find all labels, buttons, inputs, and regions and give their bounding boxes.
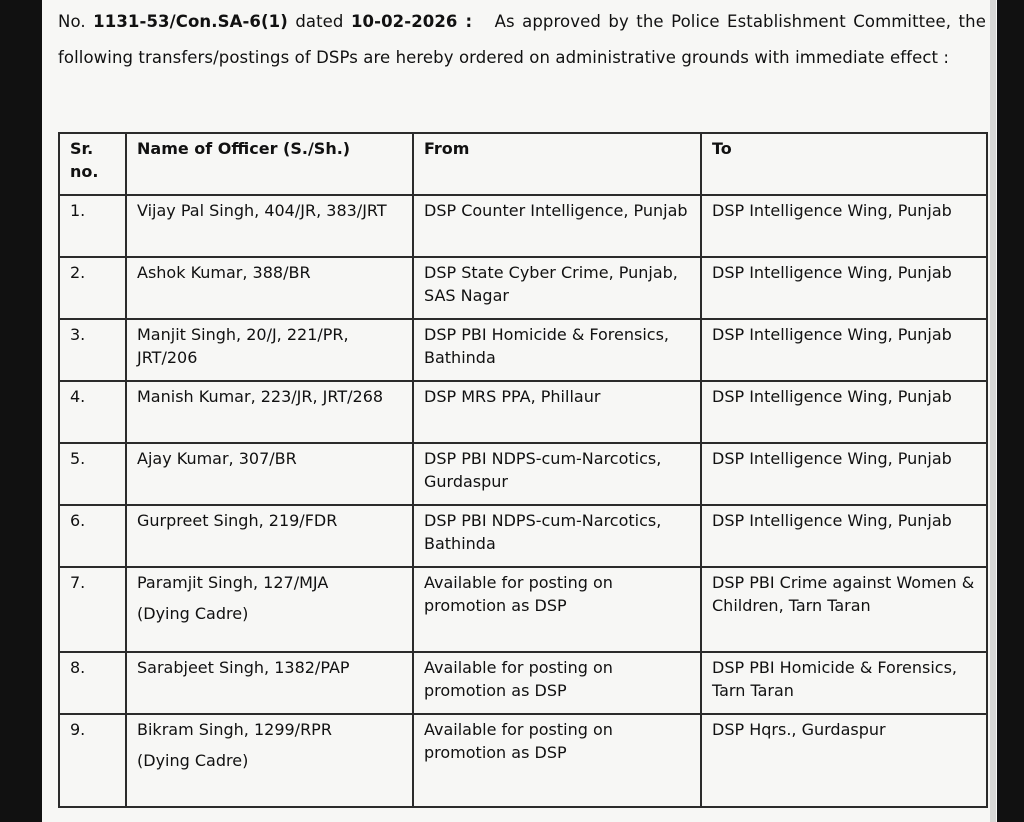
cell-name: Gurpreet Singh, 219/FDR [126, 505, 413, 567]
officer-note: (Dying Cadre) [137, 604, 249, 623]
table-row [59, 319, 987, 381]
cell-from: DSP PBI Homicide & Forensics, Bathinda [413, 319, 701, 381]
cell-from: DSP PBI NDPS-cum-Narcotics, Gurdaspur [413, 443, 701, 505]
page-edge [990, 0, 996, 822]
officer-note: (Dying Cadre) [137, 751, 249, 770]
cell-to: DSP PBI Homicide & Forensics, Tarn Taran [701, 652, 987, 714]
order-intro [58, 4, 986, 76]
table-row [59, 443, 987, 505]
cell-from: Available for posting on promotion as DSP [413, 714, 701, 807]
cell-from: DSP Counter Intelligence, Punjab [413, 195, 701, 257]
cell-sr: 1. [59, 195, 126, 257]
cell-to: DSP PBI Crime against Women & Children, Tarn Taran [701, 567, 987, 652]
cell-sr: 7. [59, 567, 126, 652]
col-header-sr: Sr. no. [59, 133, 126, 195]
order-number: 1131-53/Con.SA-6(1) [93, 12, 288, 31]
order-text: As approved by the Police Establishment Committee, the following transfers/postings of DSPs are hereby ordered on administrative grounds with immediate effect : [58, 12, 986, 67]
cell-from: Available for posting on promotion as DSP [413, 652, 701, 714]
cell-sr: 8. [59, 652, 126, 714]
order-no-prefix: No. [58, 12, 86, 31]
cell-sr: 3. [59, 319, 126, 381]
col-header-from: From [413, 133, 701, 195]
col-header-name: Name of Officer (S./Sh.) [126, 133, 413, 195]
cell-sr: 9. [59, 714, 126, 807]
col-header-to: To [701, 133, 987, 195]
cell-from: DSP PBI NDPS-cum-Narcotics, Bathinda [413, 505, 701, 567]
cell-to: DSP Intelligence Wing, Punjab [701, 257, 987, 319]
cell-name: Manish Kumar, 223/JR, JRT/268 [126, 381, 413, 443]
officer-name: Paramjit Singh, 127/MJA [137, 573, 329, 592]
cell-name: Sarabjeet Singh, 1382/PAP [126, 652, 413, 714]
cell-to: DSP Hqrs., Gurdaspur [701, 714, 987, 807]
cell-sr: 4. [59, 381, 126, 443]
cell-name: Vijay Pal Singh, 404/JR, 383/JRT [126, 195, 413, 257]
cell-name [126, 714, 413, 807]
table-row [59, 381, 987, 443]
dated-word: dated [295, 12, 344, 31]
order-date: 10-02-2026 : [350, 12, 473, 31]
cell-name: Ashok Kumar, 388/BR [126, 257, 413, 319]
table-row [59, 257, 987, 319]
cell-to: DSP Intelligence Wing, Punjab [701, 381, 987, 443]
cell-sr: 6. [59, 505, 126, 567]
cell-from: DSP State Cyber Crime, Punjab, SAS Nagar [413, 257, 701, 319]
cell-name: Manjit Singh, 20/J, 221/PR, JRT/206 [126, 319, 413, 381]
transfer-table [58, 132, 988, 808]
table-row [59, 567, 987, 652]
cell-name [126, 567, 413, 652]
cell-sr: 2. [59, 257, 126, 319]
table-header-row [59, 133, 987, 195]
cell-sr: 5. [59, 443, 126, 505]
cell-from: DSP MRS PPA, Phillaur [413, 381, 701, 443]
cell-to: DSP Intelligence Wing, Punjab [701, 195, 987, 257]
table-row [59, 652, 987, 714]
cell-from: Available for posting on promotion as DSP [413, 567, 701, 652]
table-row [59, 505, 987, 567]
cell-name: Ajay Kumar, 307/BR [126, 443, 413, 505]
table-row [59, 714, 987, 807]
cell-to: DSP Intelligence Wing, Punjab [701, 319, 987, 381]
table-row [59, 195, 987, 257]
cell-to: DSP Intelligence Wing, Punjab [701, 443, 987, 505]
cell-to: DSP Intelligence Wing, Punjab [701, 505, 987, 567]
officer-name: Bikram Singh, 1299/RPR [137, 720, 332, 739]
